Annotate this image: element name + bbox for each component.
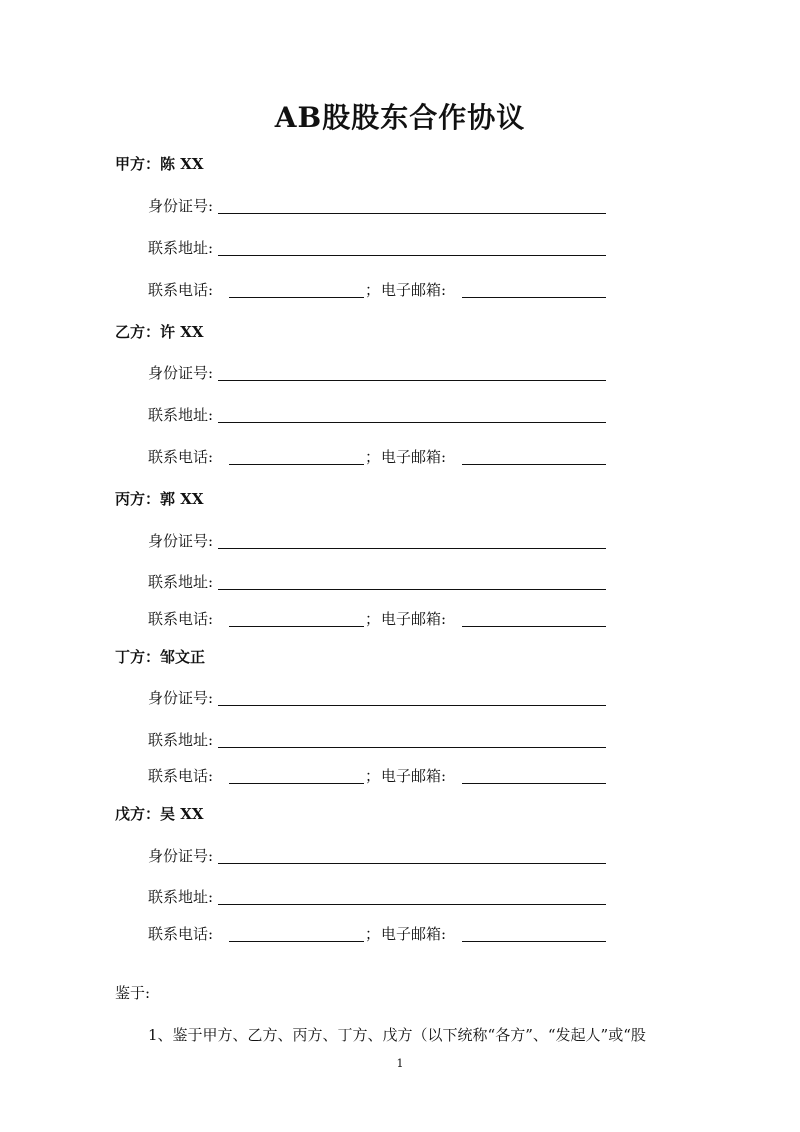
address-field[interactable] xyxy=(218,571,606,590)
party-name: 丁方：邹文正 xyxy=(115,648,206,666)
whereas-heading: 鉴于: xyxy=(115,984,151,1002)
id-number-field[interactable] xyxy=(218,195,606,214)
id-number-label: 身份证号: xyxy=(148,689,214,707)
phone-field[interactable] xyxy=(229,446,364,465)
address-label: 联系地址: xyxy=(148,731,214,749)
separator: ； xyxy=(365,448,381,466)
phone-label: 联系电话: xyxy=(148,281,214,299)
phone-label: 联系电话: xyxy=(148,448,214,466)
email-label: 电子邮箱: xyxy=(381,610,447,628)
separator: ； xyxy=(365,925,381,943)
address-label: 联系地址: xyxy=(148,888,214,906)
phone-label: 联系电话: xyxy=(148,925,214,943)
id-number-field[interactable] xyxy=(218,362,606,381)
party-name: 乙方：许 XX xyxy=(115,323,204,341)
separator: ； xyxy=(365,767,381,785)
email-field[interactable] xyxy=(462,279,606,298)
address-field[interactable] xyxy=(218,404,606,423)
id-number-field[interactable] xyxy=(218,845,606,864)
phone-field[interactable] xyxy=(229,608,364,627)
phone-label: 联系电话: xyxy=(148,610,214,628)
clause-1-text: 1、鉴于甲方、乙方、丙方、丁方、戊方（以下统称“各方”、“发起人”或“股 xyxy=(148,1026,646,1044)
party-name: 甲方：陈 XX xyxy=(115,155,204,173)
id-number-label: 身份证号: xyxy=(148,532,214,550)
email-field[interactable] xyxy=(462,446,606,465)
address-field[interactable] xyxy=(218,886,606,905)
address-label: 联系地址: xyxy=(148,406,214,424)
email-field[interactable] xyxy=(462,923,606,942)
email-label: 电子邮箱: xyxy=(381,925,447,943)
email-label: 电子邮箱: xyxy=(381,281,447,299)
email-field[interactable] xyxy=(462,765,606,784)
separator: ； xyxy=(365,610,381,628)
address-field[interactable] xyxy=(218,729,606,748)
phone-label: 联系电话: xyxy=(148,767,214,785)
page-number: 1 xyxy=(396,1057,404,1070)
email-label: 电子邮箱: xyxy=(381,767,447,785)
address-label: 联系地址: xyxy=(148,239,214,257)
address-label: 联系地址: xyxy=(148,573,214,591)
id-number-label: 身份证号: xyxy=(148,197,214,215)
id-number-label: 身份证号: xyxy=(148,364,214,382)
phone-field[interactable] xyxy=(229,279,364,298)
id-number-label: 身份证号: xyxy=(148,847,214,865)
id-number-field[interactable] xyxy=(218,687,606,706)
document-title: AB股股东合作协议 xyxy=(274,101,526,134)
phone-field[interactable] xyxy=(229,923,364,942)
address-field[interactable] xyxy=(218,237,606,256)
email-field[interactable] xyxy=(462,608,606,627)
separator: ； xyxy=(365,281,381,299)
id-number-field[interactable] xyxy=(218,530,606,549)
party-name: 丙方：郭 XX xyxy=(115,490,204,508)
phone-field[interactable] xyxy=(229,765,364,784)
party-name: 戊方：吴 XX xyxy=(115,805,204,823)
email-label: 电子邮箱: xyxy=(381,448,447,466)
